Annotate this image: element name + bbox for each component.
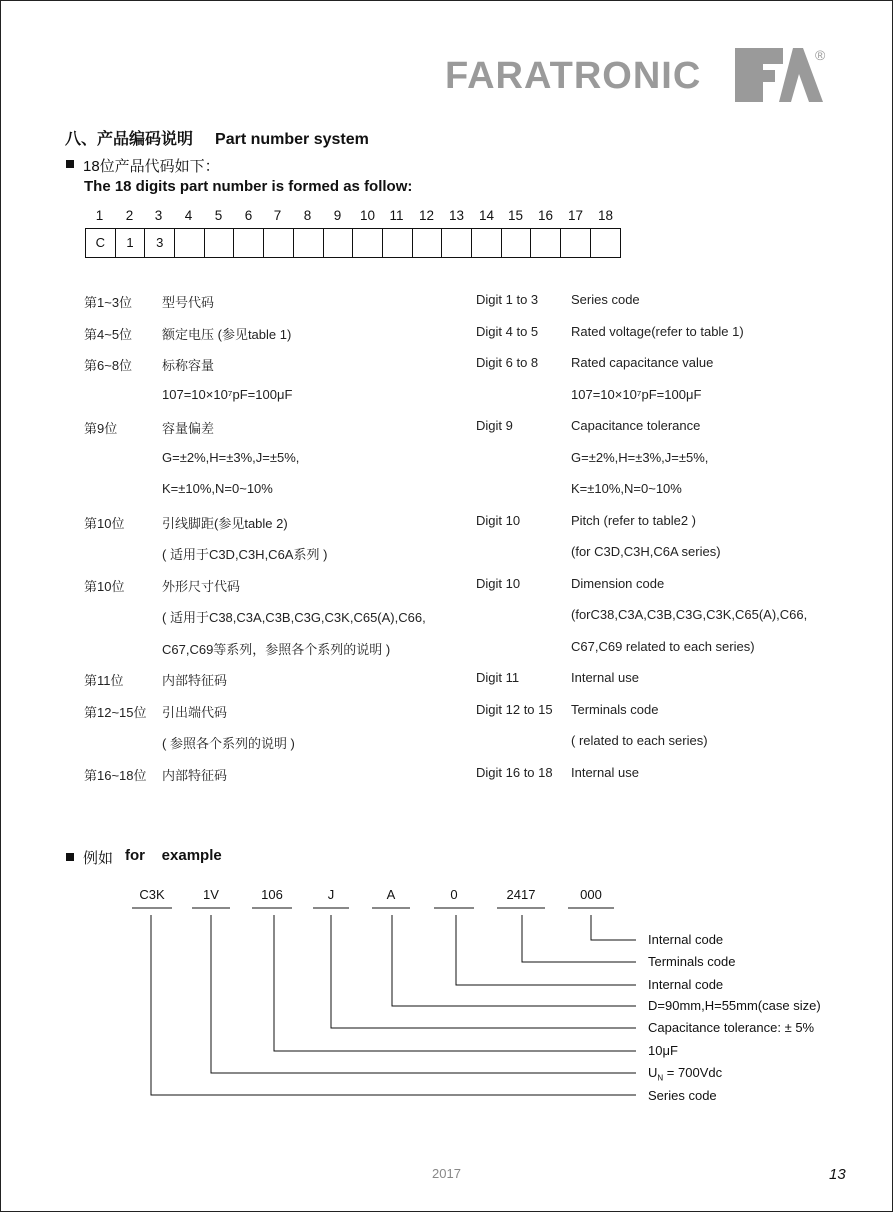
example-segment: 2417	[506, 887, 536, 902]
row-cn-pos: 第10位	[84, 578, 125, 594]
digit-box: 1	[116, 229, 146, 257]
row-en-desc: (forC38,C3A,C3B,C3G,C3K,C65(A),C66,	[571, 607, 808, 622]
digit-number: 1	[95, 208, 104, 223]
row-cn-desc: ( 适用于C3D,C3H,C6A系列 )	[162, 547, 328, 562]
digit-box: C	[86, 229, 116, 257]
row-cn-pos: 第4~5位	[84, 326, 133, 342]
row-cn-desc: K=±10%,N=0~10%	[162, 481, 273, 496]
example-segment: C3K	[139, 887, 165, 902]
example-segment: 1V	[203, 887, 219, 902]
row-cn-desc: 外形尺寸代码	[162, 578, 241, 594]
digit-number: 17	[567, 208, 584, 223]
row-cn-desc: ( 适用于C38,C3A,C3B,C3G,C3K,C65(A),C66,	[162, 610, 426, 625]
digit-number: 16	[537, 208, 554, 223]
row-en-pos: Digit 12 to 15	[476, 701, 553, 717]
voltage-value: = 700Vdc	[666, 1065, 723, 1080]
row-cn-pos: 第12~15位	[84, 704, 147, 720]
row-cn-desc: 内部特征码	[162, 767, 228, 783]
digit-number: 5	[214, 208, 223, 223]
un-subscript: N	[657, 1073, 664, 1083]
digit-number: 11	[389, 208, 404, 223]
digit-number: 12	[418, 208, 435, 223]
row-en-pos: Digit 6 to 8	[476, 355, 539, 370]
intro-cn: 18位产品代码如下：	[83, 158, 220, 175]
row-en-desc: 107=10×10⁷pF=100μF	[571, 386, 702, 402]
row-cn-pos: 第9位	[84, 421, 118, 436]
un-symbol: U	[648, 1065, 658, 1080]
row-en-desc: Internal use	[571, 764, 639, 780]
footer-year: 2017	[432, 1166, 461, 1181]
digit-number: 18	[597, 208, 614, 223]
row-en-desc: Internal use	[571, 670, 639, 685]
row-cn-desc: C67,C69等系列，参照各个系列的说明 )	[162, 641, 391, 657]
example-title-cn: 例如	[83, 850, 114, 867]
example-label: Internal code	[648, 977, 724, 992]
example-label: 10μF	[648, 1043, 678, 1058]
heading-cn: 八、产品编码说明	[65, 131, 194, 148]
row-cn-desc: 型号代码	[162, 295, 215, 310]
digit-number: 10	[359, 208, 376, 223]
row-cn-desc: 107=10×10⁷pF=100μF	[162, 386, 293, 402]
example-label: Internal code	[648, 932, 724, 947]
digit-number: 7	[273, 208, 282, 223]
row-en-desc: (for C3D,C3H,C6A series)	[571, 544, 721, 559]
example-segment: 000	[580, 887, 602, 902]
row-en-desc: C67,C69 related to each series)	[571, 638, 755, 654]
digit-box: 3	[145, 229, 175, 257]
brand-name: FARATRONIC	[445, 55, 702, 97]
row-cn-pos: 第11位	[84, 673, 124, 688]
row-cn-desc: 引线脚距(参见table 2)	[162, 515, 288, 531]
row-en-pos: Digit 10	[476, 575, 521, 591]
row-cn-pos: 第10位	[84, 515, 125, 531]
example-segment: 106	[261, 887, 283, 902]
row-en-desc: Rated capacitance value	[571, 355, 714, 370]
digit-number: 15	[507, 208, 524, 223]
heading-en: Part number system	[215, 131, 369, 148]
example-segment: 0	[450, 887, 458, 902]
row-cn-pos: 第16~18位	[84, 767, 147, 783]
row-cn-desc: 容量偏差	[162, 421, 215, 436]
digit-number: 8	[303, 208, 312, 223]
row-en-pos: Digit 1 to 3	[476, 292, 539, 307]
row-en-pos: Digit 10	[476, 512, 521, 528]
row-en-desc: ( related to each series)	[571, 733, 708, 748]
digit-number: 4	[184, 208, 193, 223]
example-label: Series code	[648, 1088, 717, 1103]
row-en-pos: Digit 4 to 5	[476, 323, 539, 339]
digit-number: 14	[478, 208, 495, 223]
row-cn-desc: ( 参照各个系列的说明 )	[162, 736, 295, 751]
row-cn-desc: 额定电压 (参见table 1)	[162, 326, 292, 342]
digit-number: 13	[448, 208, 465, 223]
example-segment: A	[386, 887, 396, 902]
row-en-desc: Rated voltage(refer to table 1)	[571, 323, 744, 339]
registered-mark: ®	[815, 47, 826, 63]
intro-en: The 18 digits part number is formed as follow:	[84, 178, 413, 195]
row-en-desc: Terminals code	[571, 701, 659, 717]
row-en-pos: Digit 16 to 18	[476, 764, 553, 780]
row-en-pos: Digit 9	[476, 418, 513, 433]
row-cn-desc: 标称容量	[162, 358, 215, 373]
page-number: 13	[829, 1166, 846, 1183]
row-en-desc: Dimension code	[571, 575, 665, 591]
example-label: Terminals code	[648, 954, 736, 969]
example-title-en: for example	[125, 847, 222, 864]
row-cn-pos: 第1~3位	[84, 295, 133, 310]
row-en-desc: Capacitance tolerance	[571, 418, 701, 433]
example-label: D=90mm,H=55mm(case size)	[648, 998, 821, 1013]
row-en-pos: Digit 11	[476, 670, 520, 685]
row-en-desc: Pitch (refer to table2 )	[571, 512, 696, 528]
row-cn-desc: G=±2%,H=±3%,J=±5%,	[162, 449, 300, 465]
row-en-desc: K=±10%,N=0~10%	[571, 481, 682, 496]
digit-number: 9	[333, 208, 342, 223]
digit-number: 2	[125, 208, 134, 223]
example-segment: J	[327, 887, 335, 902]
row-en-desc: G=±2%,H=±3%,J=±5%,	[571, 449, 709, 465]
row-cn-desc: 引出端代码	[162, 704, 228, 720]
example-label: Capacitance tolerance: ± 5%	[648, 1020, 815, 1035]
row-cn-desc: 内部特征码	[162, 673, 228, 688]
row-en-desc: Series code	[571, 292, 640, 307]
row-cn-pos: 第6~8位	[84, 358, 133, 373]
digit-number: 3	[154, 208, 163, 223]
example-label-voltage	[648, 1065, 722, 1083]
digit-number: 6	[244, 208, 253, 223]
